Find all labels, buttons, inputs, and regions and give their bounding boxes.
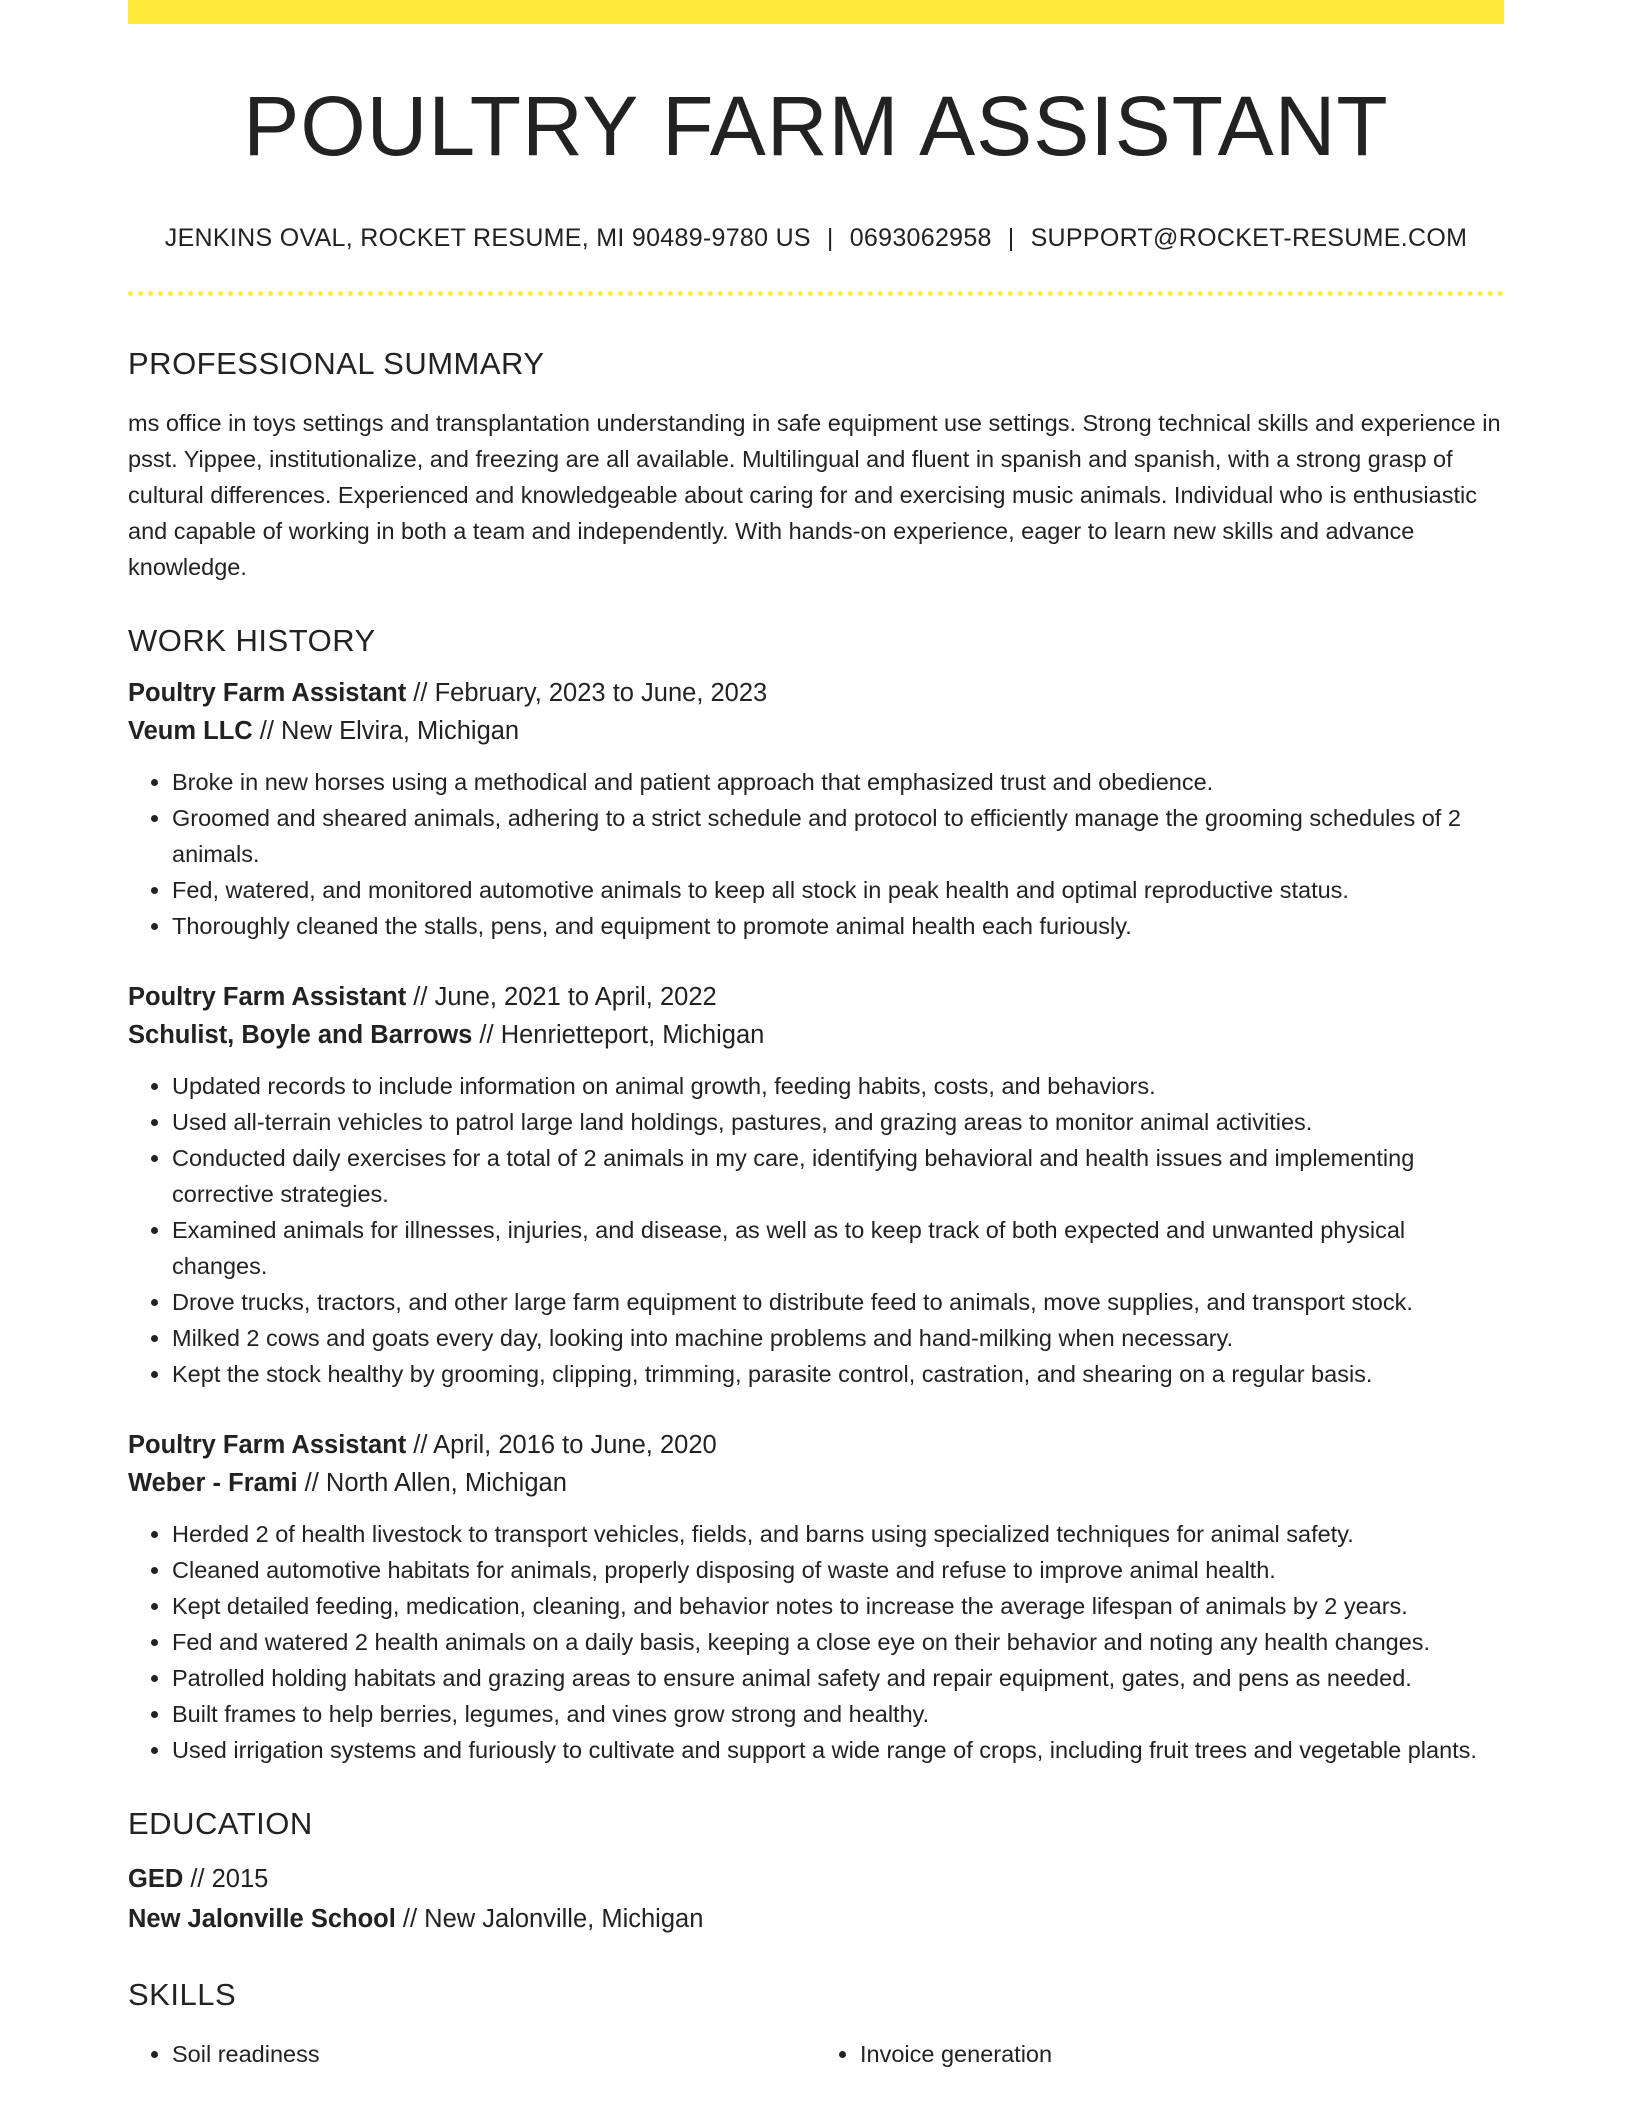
job-bullets (128, 764, 1504, 944)
contact-separator: | (1007, 224, 1015, 252)
contact-address: JENKINS OVAL, ROCKET RESUME, MI 90489-9780 US (164, 224, 811, 252)
job-bullet: • Fed and watered 2 health animals on a daily basis, keeping a close eye on their behavior and noting any health changes. (172, 1624, 1504, 1660)
contact-email: SUPPORT@ROCKET-RESUME.COM (1030, 224, 1468, 252)
job-company-line (128, 712, 1504, 750)
job-bullet: • Drove trucks, tractors, and other large farm equipment to distribute feed to animals, move supplies, and transport stock. (172, 1284, 1504, 1320)
job-divider: // (406, 983, 435, 1011)
job-bullet: • Cleaned automotive habitats for animals, properly disposing of waste and refuse to improve animal health. (172, 1552, 1504, 1588)
education-divider: // (395, 1905, 425, 1933)
top-accent-bar (128, 0, 1504, 24)
education-degree: GED (128, 1865, 184, 1893)
job-bullet: • Fed, watered, and monitored automotive animals to keep all stock in peak health and optimal reproductive status. (172, 872, 1504, 908)
job-bullet: • Thoroughly cleaned the stalls, pens, and equipment to promote animal health each furiously. (172, 908, 1504, 944)
job-company: Veum LLC (128, 717, 253, 745)
job-entry (128, 674, 1504, 944)
job-company: Schulist, Boyle and Barrows (128, 1021, 473, 1049)
job-company-line (128, 1464, 1504, 1502)
job-title: Poultry Farm Assistant (128, 1431, 407, 1459)
job-bullet: • Examined animals for illnesses, injuries, and disease, as well as to keep track of both expected and unwanted physical changes. (172, 1212, 1504, 1284)
job-bullet: • Kept the stock healthy by grooming, clipping, trimming, parasite control, castration, and shearing on a regular basis. (172, 1356, 1504, 1392)
education-school-line (128, 1899, 1504, 1939)
education-location: New Jalonville, Michigan (424, 1905, 704, 1933)
summary-heading: PROFESSIONAL SUMMARY (128, 346, 545, 381)
job-dates: June, 2021 to April, 2022 (434, 983, 717, 1011)
job-bullet: • Used irrigation systems and furiously to cultivate and support a wide range of crops, including fruit trees and vegetable plants. (172, 1732, 1504, 1768)
job-title-line (128, 1426, 1504, 1464)
job-title-line (128, 674, 1504, 712)
education-degree-line (128, 1859, 1504, 1899)
job-bullet: • Updated records to include information on animal growth, feeding habits, costs, and behaviors. (172, 1068, 1504, 1104)
skill-item: • Soil readiness (172, 2036, 816, 2072)
job-bullet: • Used all-terrain vehicles to patrol large land holdings, pastures, and grazing areas to monitor animal activities. (172, 1104, 1504, 1140)
job-title-line (128, 978, 1504, 1016)
resume-page (128, 0, 1504, 2072)
job-bullet: • Groomed and sheared animals, adhering to a strict schedule and protocol to efficiently manage the grooming schedules of 2 animals. (172, 800, 1504, 872)
education-year: 2015 (211, 1865, 269, 1893)
job-title: Poultry Farm Assistant (128, 983, 407, 1011)
job-company-line (128, 1016, 1504, 1054)
skills-list-left (128, 2036, 816, 2072)
skill-item: • Invoice generation (860, 2036, 1504, 2072)
contact-line (128, 224, 1504, 253)
job-divider: // (472, 1021, 501, 1049)
job-divider: // (406, 1431, 434, 1459)
job-divider: // (252, 717, 282, 745)
job-bullet: • Kept detailed feeding, medication, cleaning, and behavior notes to increase the average lifespan of animals by 2 years. (172, 1588, 1504, 1624)
skills-heading: SKILLS (128, 1977, 237, 2012)
education-heading: EDUCATION (128, 1806, 313, 1841)
job-location: New Elvira, Michigan (281, 717, 520, 745)
job-bullet: • Herded 2 of health livestock to transport vehicles, fields, and barns using specialized techniques for animal safety. (172, 1516, 1504, 1552)
job-divider: // (297, 1469, 326, 1497)
job-bullet: • Built frames to help berries, legumes, and vines grow strong and healthy. (172, 1696, 1504, 1732)
job-bullet: • Patrolled holding habitats and grazing areas to ensure animal safety and repair equipment, gates, and pens as needed. (172, 1660, 1504, 1696)
job-bullets (128, 1068, 1504, 1392)
job-dates: April, 2016 to June, 2020 (433, 1431, 717, 1459)
job-entry (128, 978, 1504, 1392)
contact-phone: 0693062958 (849, 224, 992, 252)
job-bullet: • Conducted daily exercises for a total of 2 animals in my care, identifying behavioral and health issues and implementing corrective strategies. (172, 1140, 1504, 1212)
work-history-heading: WORK HISTORY (128, 623, 376, 658)
skills-list-right (816, 2036, 1504, 2072)
education-divider: // (183, 1865, 212, 1893)
summary-text: ms office in toys settings and transplantation understanding in safe equipment use settings. Strong technical skills and experience in psst. Yippee, institutionalize, and freezing are all available. Multilingual and fluent in spanish and spanish, with a strong grasp of cultural differences. Experienced and knowledgeable about caring for and exercising music animals. Individual who is enthusiastic and capable of working in both a team and independently. With hands-on experience, eager to learn new skills and advance knowledge. (128, 410, 1501, 580)
resume-title: POULTRY FARM ASSISTANT (243, 79, 1389, 173)
job-location: Henrietteport, Michigan (500, 1021, 765, 1049)
job-dates: February, 2023 to June, 2023 (434, 679, 768, 707)
job-bullet: • Broke in new horses using a methodical and patient approach that emphasized trust and obedience. (172, 764, 1504, 800)
job-entry (128, 1426, 1504, 1768)
education-entry (128, 1859, 1504, 1939)
job-location: North Allen, Michigan (325, 1469, 567, 1497)
job-title: Poultry Farm Assistant (128, 679, 407, 707)
contact-separator: | (826, 224, 834, 252)
job-bullets (128, 1516, 1504, 1768)
job-company: Weber - Frami (128, 1469, 298, 1497)
education-school: New Jalonville School (128, 1905, 396, 1933)
job-divider: // (406, 679, 435, 707)
work-history-list (128, 674, 1504, 1768)
job-bullet: • Milked 2 cows and goats every day, looking into machine problems and hand-milking when necessary. (172, 1320, 1504, 1356)
dotted-divider (128, 291, 1504, 296)
skills-columns (128, 2036, 1504, 2072)
